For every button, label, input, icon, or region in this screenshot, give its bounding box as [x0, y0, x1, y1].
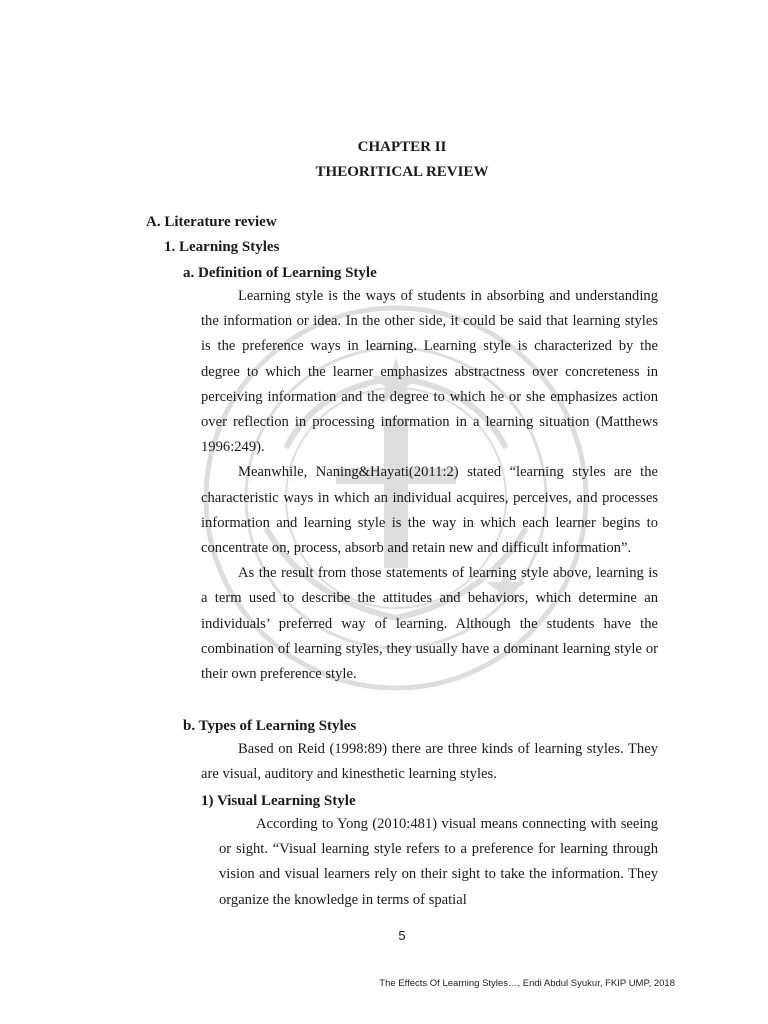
item-heading-visual-learning-style: 1) Visual Learning Style [201, 793, 356, 809]
paragraph: Meanwhile, Naning&Hayati(2011:2) stated “learning styles are the characteristic ways in which an individual acquires, perceives, and processes information and learning style is the way in which each learner begins to concentrate on, process, absorb and retain new and difficult information”. [201, 464, 658, 557]
subsubsection-heading-types: b. Types of Learning Styles [183, 718, 357, 734]
page-number: 5 [398, 928, 406, 943]
paragraph: Based on Reid (1998:89) there are three kinds of learning styles. They are visual, auditory and kinesthetic learning styles. [201, 741, 658, 783]
types-body [201, 737, 658, 787]
definition-body [201, 284, 658, 687]
subsubsection-heading-definition: a. Definition of Learning Style [183, 265, 377, 281]
chapter-title: THEORITICAL REVIEW [315, 164, 489, 180]
paragraph: As the result from those statements of learning style above, learning is a term used to describe the attitudes and behaviors, which determine an individuals’ preferred way of learning. Although the students have the combination of learning styles, they usually have a dominant learning style or their own preference style. [201, 565, 658, 683]
paragraph: Learning style is the ways of students in absorbing and understanding the information or idea. In the other side, it could be said that learning styles is the preference ways in learning. Learning style is characterized by the degree to which the learner emphasizes abstractness over concreteness in perceiving information and the degree to which he or she emphasizes action over reflection in processing information in a learning situation (Matthews 1996:249). [201, 288, 658, 456]
paragraph: According to Yong (2010:481) visual means connecting with seeing or sight. “Visual learning style refers to a preference for learning through vision and visual learners rely on their sight to take the information. They organize the knowledge in terms of spatial [219, 816, 658, 908]
subsection-heading-learning-styles: 1. Learning Styles [164, 239, 280, 255]
visual-body [219, 812, 658, 913]
section-heading-literature-review: A. Literature review [146, 214, 277, 230]
page-footer: The Effects Of Learning Styles…, Endi Abdul Syukur, FKIP UMP, 2018 [379, 978, 675, 989]
chapter-number: CHAPTER II [357, 139, 447, 155]
